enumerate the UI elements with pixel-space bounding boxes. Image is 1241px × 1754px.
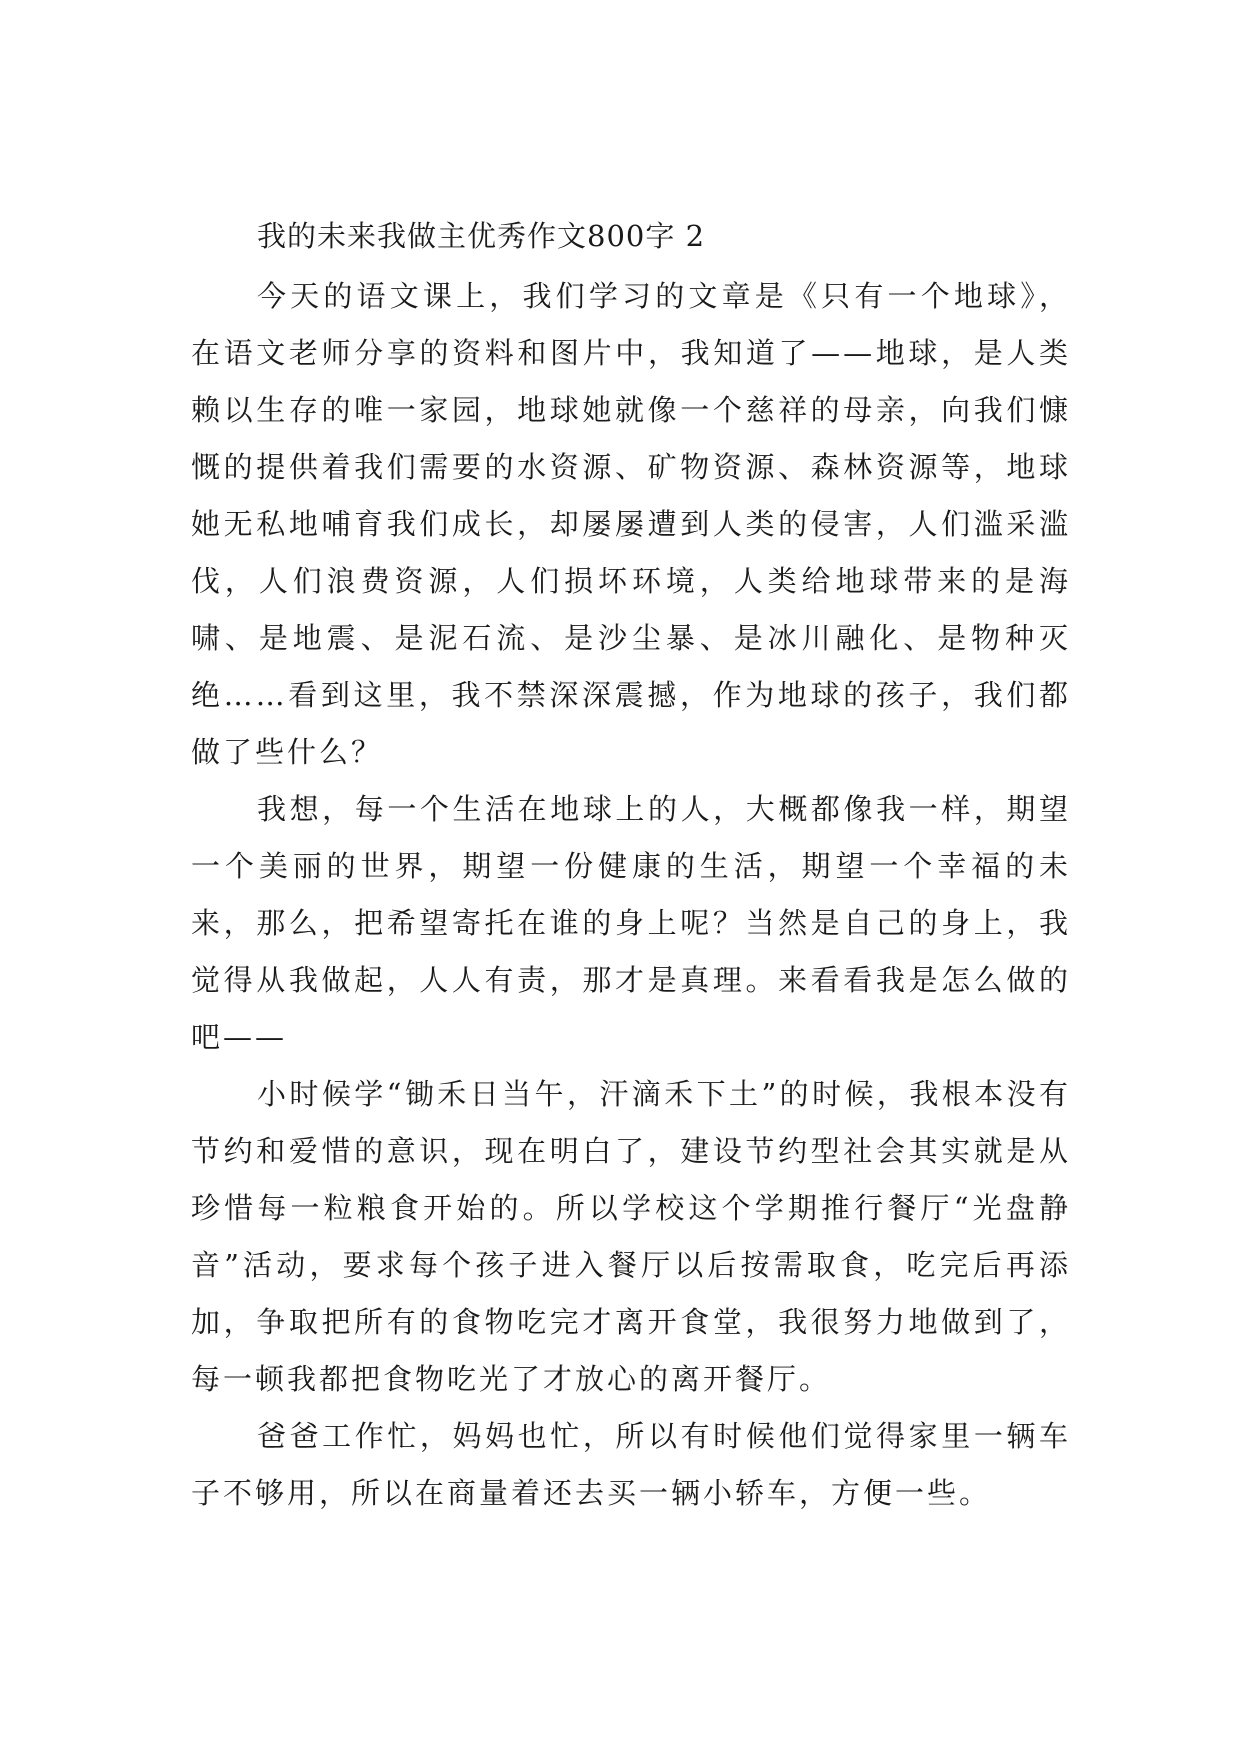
- document-title: 我的未来我做主优秀作文800字 2: [257, 219, 706, 253]
- paragraph-2: 我想，每一个生活在地球上的人，大概都像我一样，期望一个美丽的世界，期望一份健康的生活，期望一个幸福的未来，那么，把希望寄托在谁的身上呢？当然是自己的身上，我觉得从我做起，人人有责，那才是真理。来看看我是怎么做的吧——: [191, 792, 1071, 1054]
- paragraph-4: 爸爸工作忙，妈妈也忙，所以有时候他们觉得家里一辆车子不够用，所以在商量着还去买一辆小轿车，方便一些。: [191, 1419, 1071, 1510]
- paragraph-3: 小时候学“锄禾日当午，汗滴禾下土”的时候，我根本没有节约和爱惜的意识，现在明白了，建设节约型社会其实就是从珍惜每一粒粮食开始的。所以学校这个学期推行餐厅“光盘静音”活动，要求每个孩子进入餐厅以后按需取食，吃完后再添加，争取把所有的食物吃完才离开食堂，我很努力地做到了，每一顿我都把食物吃光了才放心的离开餐厅。: [191, 1077, 1071, 1396]
- paragraph-1: 今天的语文课上，我们学习的文章是《只有一个地球》，在语文老师分享的资料和图片中，我知道了——地球，是人类赖以生存的唯一家园，地球她就像一个慈祥的母亲，向我们慷慨的提供着我们需要的水资源、矿物资源、森林资源等，地球她无私地哺育我们成长，却屡屡遭到人类的侵害，人们滥采滥伐，人们浪费资源，人们损坏环境，人类给地球带来的是海啸、是地震、是泥石流、是沙尘暴、是冰川融化、是物种灭绝……看到这里，我不禁深深震撼，作为地球的孩子，我们都做了些什么？: [191, 279, 1071, 769]
- document-body: [191, 216, 1071, 1522]
